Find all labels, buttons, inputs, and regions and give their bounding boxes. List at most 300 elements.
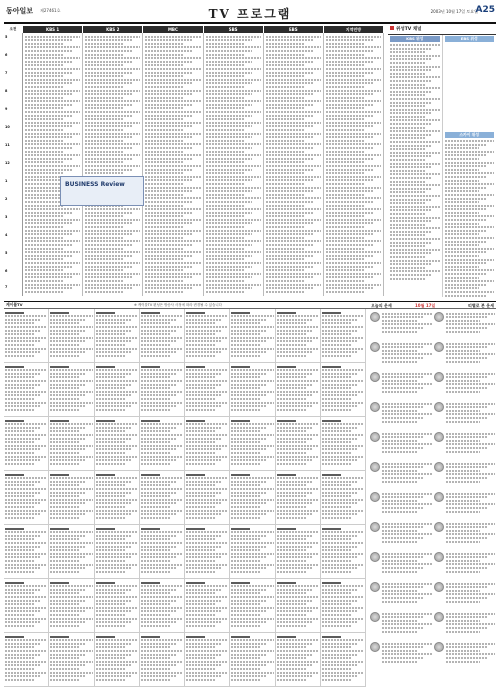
text-line [141, 510, 183, 512]
text-line [141, 643, 177, 645]
text-line [145, 161, 184, 163]
text-line [145, 54, 184, 56]
text-line [186, 445, 228, 447]
text-line [85, 104, 132, 106]
text-line [266, 237, 305, 239]
text-line [141, 664, 177, 666]
text-line [96, 614, 126, 616]
text-line [326, 90, 381, 92]
text-line [145, 222, 192, 224]
channel-name-line [186, 474, 205, 476]
text-line [145, 100, 200, 102]
text-line [186, 427, 222, 429]
text-line [231, 351, 267, 353]
text-line [446, 436, 488, 438]
text-line [96, 456, 138, 458]
text-line [382, 387, 424, 389]
text-line [25, 258, 64, 260]
text-line [85, 212, 132, 214]
text-line [266, 107, 305, 109]
text-line [5, 556, 41, 558]
text-line [231, 430, 261, 432]
text-line [266, 284, 321, 286]
zodiac-animal-icon [434, 462, 444, 472]
text-line [141, 423, 183, 425]
text-line [322, 546, 358, 548]
text-line [5, 546, 41, 548]
text-line [50, 664, 86, 666]
text-line [5, 322, 35, 324]
text-line [206, 187, 261, 189]
text-line [231, 592, 261, 594]
schedule-column-local [324, 33, 384, 296]
channel-name-line [231, 528, 250, 530]
channel-name-line [322, 474, 341, 476]
text-line [322, 387, 352, 389]
text-line [186, 387, 216, 389]
text-line [277, 340, 313, 342]
text-line [25, 248, 64, 250]
text-line [446, 643, 496, 645]
text-line [96, 477, 138, 479]
text-line [141, 481, 177, 483]
text-line [25, 208, 80, 210]
time-header: 오전 [4, 26, 22, 33]
text-line [446, 466, 488, 468]
text-line [326, 230, 381, 232]
text-line [141, 492, 177, 494]
zodiac-text [382, 401, 432, 424]
text-line [50, 657, 80, 659]
channel-ebs: EBS [264, 26, 323, 33]
text-line [50, 456, 92, 458]
text-line [445, 230, 487, 232]
text-line [5, 452, 35, 454]
text-line [326, 244, 373, 246]
text-line [322, 380, 364, 382]
text-line [145, 158, 192, 160]
text-line [445, 165, 487, 167]
text-line [25, 291, 64, 293]
text-line [96, 567, 132, 569]
text-line [445, 255, 480, 257]
text-line [186, 603, 216, 605]
text-line [50, 330, 86, 332]
text-line [141, 517, 171, 519]
text-line [5, 405, 41, 407]
text-line [445, 226, 495, 228]
text-line [85, 115, 132, 117]
channel-name-line [96, 420, 115, 422]
text-line [277, 556, 313, 558]
text-line [322, 434, 364, 436]
text-line [141, 384, 177, 386]
text-line [231, 448, 267, 450]
text-line [326, 107, 365, 109]
text-line [322, 340, 358, 342]
zodiac-animal-icon [370, 432, 380, 442]
text-line [231, 567, 267, 569]
text-line [5, 326, 47, 328]
channel-name-line [50, 528, 69, 530]
text-line [326, 79, 381, 81]
text-line [446, 440, 481, 442]
text-line [141, 445, 183, 447]
text-line [145, 140, 184, 142]
text-line [322, 531, 364, 533]
zodiac-entry [370, 401, 432, 431]
text-line [277, 618, 319, 620]
zodiac-entry [370, 461, 432, 491]
text-line [141, 459, 177, 461]
text-line [390, 249, 440, 251]
text-line [25, 266, 72, 268]
text-line [96, 542, 138, 544]
horoscope-right-column [433, 311, 497, 687]
text-line [231, 513, 267, 515]
cable-channel-cell [276, 363, 321, 417]
text-line [50, 376, 80, 378]
text-line [322, 409, 352, 411]
text-line [446, 496, 488, 498]
text-line [5, 369, 47, 371]
text-line [96, 492, 132, 494]
zodiac-animal-icon [370, 312, 380, 322]
text-line [382, 451, 417, 453]
text-line [96, 510, 138, 512]
text-line [141, 592, 171, 594]
text-line [186, 589, 222, 591]
text-line [445, 269, 495, 271]
text-line [266, 115, 313, 117]
text-line [326, 154, 381, 156]
text-line [5, 434, 47, 436]
text-line [85, 136, 132, 138]
text-line [322, 477, 364, 479]
satellite-bar: 스카이 위성 [445, 132, 495, 138]
text-line [96, 600, 132, 602]
text-line [145, 104, 192, 106]
text-line [231, 495, 261, 497]
channel-name-line [141, 474, 160, 476]
cable-channel-cell [140, 471, 185, 525]
cable-channel-cell [185, 417, 230, 471]
text-line [390, 116, 425, 118]
zodiac-entry [434, 641, 496, 671]
text-line [446, 380, 481, 382]
text-line [96, 405, 132, 407]
text-line [446, 346, 488, 348]
square-icon [390, 26, 394, 30]
channel-name-line [50, 474, 69, 476]
text-line [186, 319, 222, 321]
text-line [266, 86, 305, 88]
text-line [266, 172, 305, 174]
text-line [322, 560, 352, 562]
text-line [277, 423, 319, 425]
text-line [266, 104, 313, 106]
text-line [186, 492, 222, 494]
text-line [445, 287, 480, 289]
text-line [5, 675, 41, 677]
text-line [390, 87, 440, 89]
text-line [277, 445, 319, 447]
text-line [446, 376, 488, 378]
text-line [266, 208, 321, 210]
text-line [85, 291, 124, 293]
text-line [141, 344, 171, 346]
text-line [277, 351, 313, 353]
cable-channel-cell [95, 363, 140, 417]
channel-name-line [277, 366, 296, 368]
text-line [141, 535, 177, 537]
text-line [50, 459, 86, 461]
channel-name-line [5, 582, 24, 584]
schedule-column-kbs2 [83, 33, 143, 296]
text-line [145, 284, 200, 286]
text-line [206, 190, 253, 192]
text-line [186, 409, 216, 411]
channel-name-line [322, 636, 341, 638]
channel-name-line [277, 528, 296, 530]
zodiac-entry [370, 371, 432, 401]
text-line [96, 556, 132, 558]
text-line [446, 646, 488, 648]
text-line [277, 607, 319, 609]
text-line [96, 679, 126, 681]
text-line [50, 448, 86, 450]
text-line [266, 64, 305, 66]
text-line [445, 244, 480, 246]
channel-name-line [141, 582, 160, 584]
text-line [231, 441, 261, 443]
channel-name-line [186, 636, 205, 638]
text-line [141, 657, 171, 659]
cable-channel-cell [230, 525, 275, 579]
text-line [390, 209, 432, 211]
text-line [186, 459, 222, 461]
text-line [266, 262, 321, 264]
channel-name-line [277, 474, 296, 476]
horoscope-left-column [369, 311, 433, 687]
text-line [96, 643, 132, 645]
text-line [206, 57, 261, 59]
text-line [322, 344, 352, 346]
text-line [382, 620, 417, 622]
text-line [145, 172, 184, 174]
text-line [85, 61, 132, 63]
text-line [145, 90, 200, 92]
text-line [25, 136, 72, 138]
text-line [96, 585, 138, 587]
text-line [85, 172, 124, 174]
text-line [96, 560, 126, 562]
text-line [25, 90, 80, 92]
text-line [206, 129, 245, 131]
text-line [382, 503, 432, 505]
text-line [445, 251, 487, 253]
text-line [266, 187, 321, 189]
text-line [186, 553, 228, 555]
text-line [382, 327, 424, 329]
text-line [85, 125, 132, 127]
text-line [141, 369, 183, 371]
text-line [141, 326, 183, 328]
text-line [382, 643, 432, 645]
text-line [5, 510, 47, 512]
text-line [326, 147, 373, 149]
text-line [25, 46, 80, 48]
text-line [141, 531, 183, 533]
text-line [50, 556, 86, 558]
text-line [186, 542, 228, 544]
text-line [25, 125, 72, 127]
text-line [445, 180, 480, 182]
text-line [145, 240, 200, 242]
text-line [382, 447, 424, 449]
text-line [5, 542, 47, 544]
text-line [50, 495, 80, 497]
text-line [390, 62, 425, 64]
text-line [446, 403, 496, 405]
text-line [326, 291, 365, 293]
text-line [186, 571, 216, 573]
text-line [186, 351, 222, 353]
text-line [445, 277, 480, 279]
text-line [85, 255, 132, 257]
text-line [5, 376, 35, 378]
text-line [382, 631, 417, 633]
channel-kbs2: KBS 2 [83, 26, 142, 33]
text-line [25, 280, 64, 282]
text-line [85, 165, 140, 167]
text-line [322, 481, 358, 483]
channel-name-line [50, 420, 69, 422]
text-line [50, 538, 80, 540]
text-line [390, 224, 425, 226]
text-line [25, 230, 80, 232]
text-line [186, 531, 228, 533]
text-line [445, 262, 487, 264]
text-line [382, 410, 417, 412]
cable-channel-cell [140, 525, 185, 579]
text-line [96, 430, 126, 432]
cable-channel-cell [185, 525, 230, 579]
text-line [277, 567, 313, 569]
text-line [85, 46, 140, 48]
zodiac-text [382, 371, 432, 394]
text-line [206, 169, 253, 171]
text-line [206, 233, 253, 235]
text-line [446, 433, 496, 435]
text-line [186, 456, 228, 458]
text-line [25, 237, 64, 239]
text-line [322, 337, 364, 339]
text-line [25, 122, 80, 124]
text-line [25, 82, 72, 84]
text-line [145, 129, 184, 131]
text-line [5, 672, 47, 674]
text-line [326, 176, 381, 178]
time-label: 10 [5, 125, 10, 129]
text-line [390, 69, 432, 71]
text-line [445, 259, 495, 261]
text-line [85, 57, 140, 59]
text-line [231, 672, 273, 674]
text-line [322, 564, 364, 566]
text-line [25, 262, 80, 264]
channel-name-line [322, 366, 341, 368]
text-line [50, 592, 80, 594]
text-line [277, 571, 307, 573]
text-line [5, 553, 47, 555]
text-line [96, 448, 132, 450]
text-line [186, 506, 216, 508]
text-line [266, 129, 305, 131]
zodiac-entry [434, 371, 496, 401]
text-line [206, 273, 261, 275]
issue-number: 제27461호 [40, 8, 61, 13]
text-line [322, 535, 358, 537]
text-line [231, 506, 261, 508]
text-line [326, 118, 365, 120]
cable-channel-cell [95, 471, 140, 525]
text-line [326, 57, 381, 59]
text-line [25, 111, 80, 113]
text-line [186, 538, 216, 540]
text-line [186, 549, 216, 551]
channel-name-line [186, 528, 205, 530]
channel-name-line [186, 582, 205, 584]
text-line [96, 672, 138, 674]
text-line [50, 589, 86, 591]
text-line [145, 93, 192, 95]
text-line [266, 233, 313, 235]
text-line [25, 205, 64, 207]
text-line [141, 607, 183, 609]
schedule-column-kbs1 [23, 33, 83, 296]
text-line [206, 176, 261, 178]
text-line [266, 61, 313, 63]
text-line [277, 484, 307, 486]
zodiac-entry [370, 311, 432, 341]
text-line [85, 266, 132, 268]
text-line [277, 394, 313, 396]
text-line [85, 140, 124, 142]
text-line [382, 473, 432, 475]
text-line [50, 585, 92, 587]
text-line [382, 597, 424, 599]
zodiac-entry [434, 611, 496, 641]
cable-channel-cell [140, 417, 185, 471]
text-line [50, 596, 92, 598]
text-line [85, 230, 140, 232]
channel-name-line [5, 474, 24, 476]
text-line [5, 603, 35, 605]
cable-channel-cell [230, 363, 275, 417]
text-line [141, 380, 183, 382]
text-line [96, 369, 138, 371]
text-line [5, 333, 35, 335]
text-line [277, 402, 319, 404]
text-line [25, 269, 64, 271]
text-line [326, 125, 373, 127]
text-line [85, 97, 124, 99]
zodiac-entry [370, 341, 432, 371]
text-line [5, 387, 35, 389]
text-line [277, 643, 313, 645]
text-line [145, 201, 192, 203]
